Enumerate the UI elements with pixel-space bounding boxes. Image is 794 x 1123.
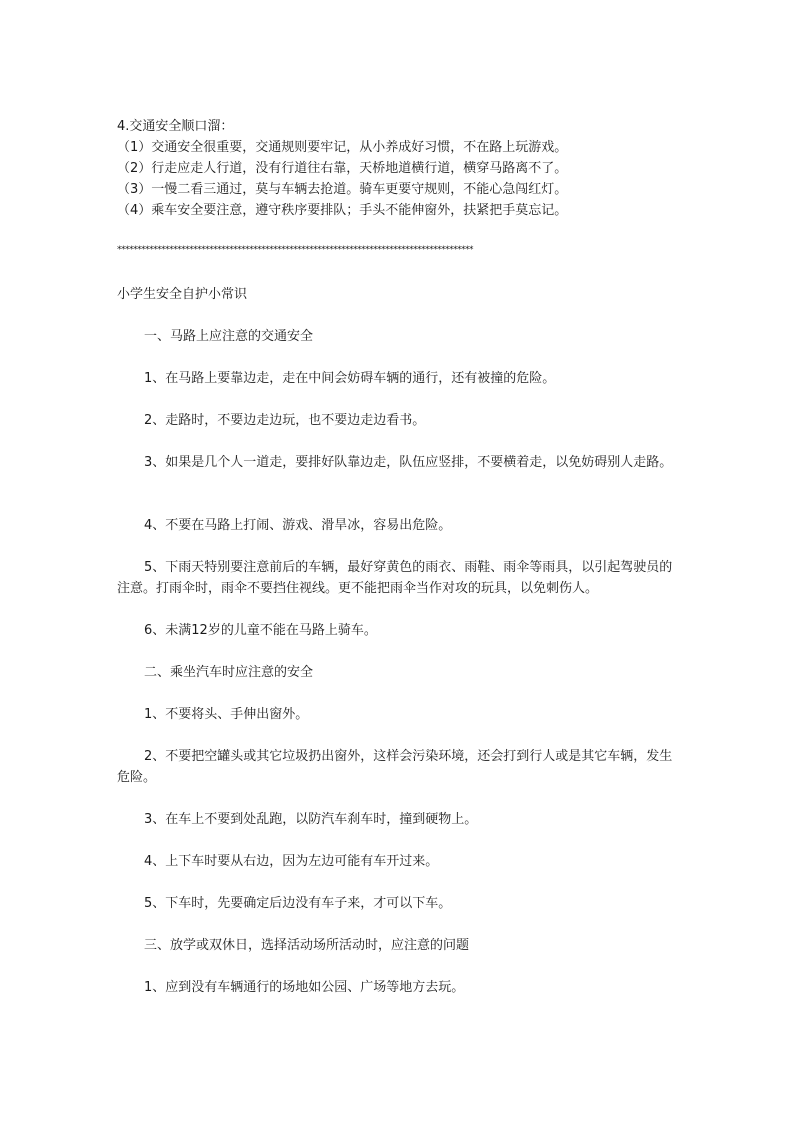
section2-heading: 二、乘坐汽车时应注意的安全 bbox=[144, 665, 314, 680]
section3-item-1: 1、应到没有车辆通行的场地如公园、广场等地方去玩。 bbox=[144, 980, 465, 995]
rhyme-line-4: （4）乘车安全要注意，遵守秩序要排队；手头不能伸窗外，扶紧把手莫忘记。 bbox=[117, 203, 568, 218]
section1-item-2: 2、走路时，不要边走边玩，也不要边走边看书。 bbox=[144, 413, 426, 428]
rhyme-title: 4.交通安全顺口溜： bbox=[117, 119, 234, 134]
section2-item-3: 3、在车上不要到处乱跑，以防汽车刹车时，撞到硬物上。 bbox=[144, 812, 478, 827]
traffic-rhyme bbox=[117, 116, 707, 221]
section2-item-2: 2、不要把空罐头或其它垃圾扔出窗外，这样会污染环境，还会打到行人或是其它车辆，发生危险。 bbox=[117, 749, 673, 785]
section1-item-5: 5、下雨天特别要注意前后的车辆，最好穿黄色的雨衣、雨鞋、雨伞等雨具，以引起驾驶员的注意。打雨伞时，雨伞不要挡住视线。更不能把雨伞当作对攻的玩具，以免刺伤人。 bbox=[117, 560, 673, 596]
section2-item-5: 5、下车时，先要确定后边没有车子来，才可以下车。 bbox=[144, 896, 452, 911]
doc-title: 小学生安全自护小常识 bbox=[117, 287, 248, 302]
rhyme-line-2: （2）行走应走人行道，没有行道往右靠，天桥地道横行道，横穿马路离不了。 bbox=[117, 161, 568, 176]
section3-heading: 三、放学或双休日，选择活动场所活动时，应注意的问题 bbox=[144, 938, 470, 953]
section1-item-1: 1、在马路上要靠边走，走在中间会妨碍车辆的通行，还有被撞的危险。 bbox=[144, 371, 556, 386]
section1-heading: 一、马路上应注意的交通安全 bbox=[144, 329, 314, 344]
separator-line: ***************************************************************************************** bbox=[117, 245, 473, 255]
section1-item-4: 4、不要在马路上打闹、游戏、滑旱冰，容易出危险。 bbox=[144, 518, 452, 533]
rhyme-line-3: （3）一慢二看三通过，莫与车辆去抢道。骑车更要守规则，不能心急闯红灯。 bbox=[117, 182, 568, 197]
section1-item-3: 3、如果是几个人一道走，要排好队靠边走，队伍应竖排，不要横着走，以免妨碍别人走路。 bbox=[144, 455, 673, 470]
section1-item-6: 6、未满12岁的儿童不能在马路上骑车。 bbox=[144, 623, 377, 638]
section2-item-1: 1、不要将头、手伸出窗外。 bbox=[144, 707, 309, 722]
section2-item-4: 4、上下车时要从右边，因为左边可能有车开过来。 bbox=[144, 854, 439, 869]
rhyme-line-1: （1）交通安全很重要，交通规则要牢记，从小养成好习惯，不在路上玩游戏。 bbox=[117, 140, 568, 155]
